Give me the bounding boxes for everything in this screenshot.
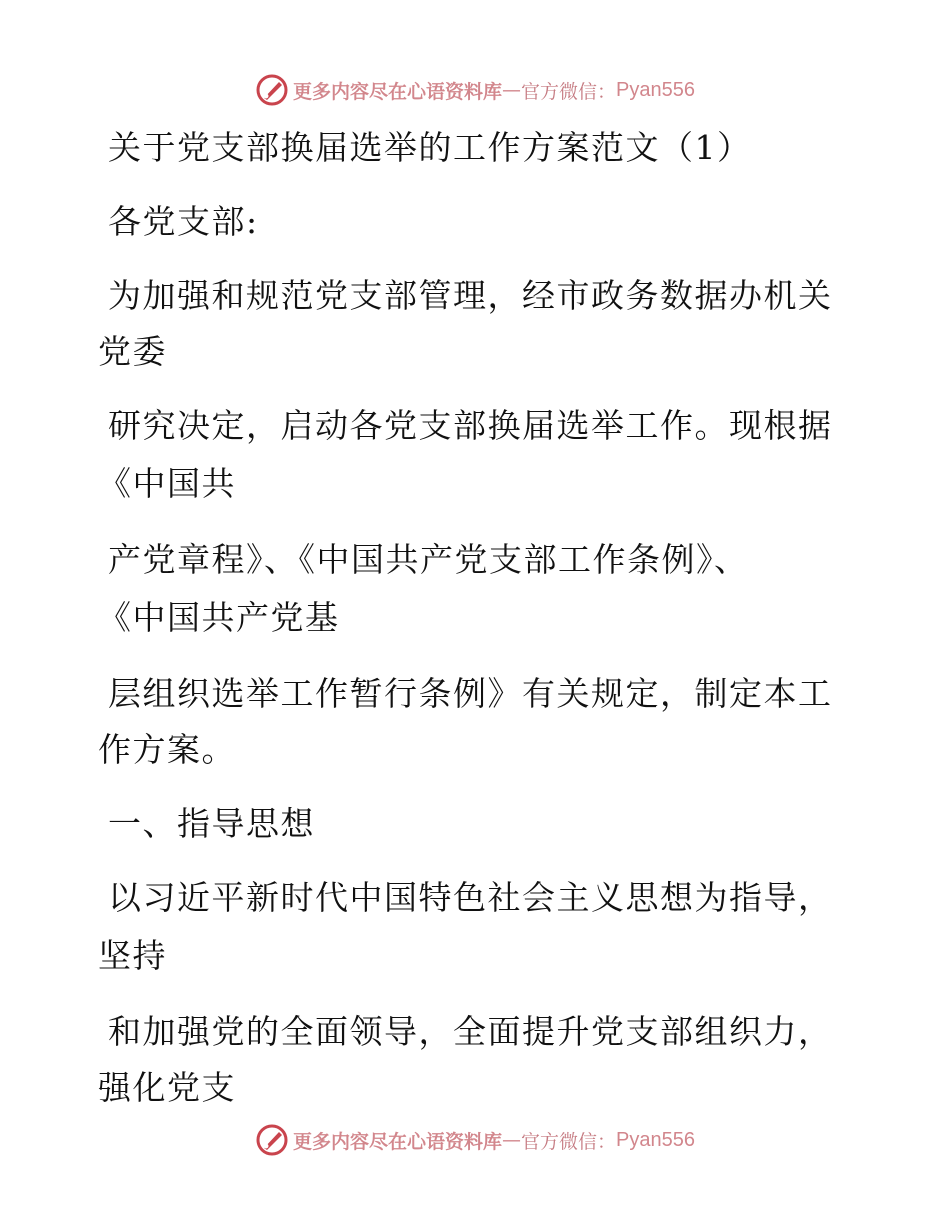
text-line: 研究决定，启动各党支部换届选举工作。现根据 — [108, 406, 833, 445]
watermark-wechat-label: 官方微信： — [521, 80, 617, 103]
footer-watermark — [0, 1120, 950, 1160]
watermark-dash: — — [502, 79, 522, 101]
text-line: 和加强党的全面领导，全面提升党支部组织力， — [108, 1012, 833, 1051]
text-line: 以习近平新时代中国特色社会主义思想为指导， — [108, 878, 833, 917]
watermark-dash: — — [502, 1129, 522, 1151]
pen-logo-icon — [255, 73, 289, 107]
text-line: 作方案。 — [98, 730, 236, 769]
salutation: 各党支部: — [108, 202, 259, 241]
text-line: 强化党支 — [98, 1068, 236, 1107]
pen-logo-icon — [255, 1123, 289, 1157]
section-heading: 一、指导思想 — [108, 804, 315, 843]
text-line: 为加强和规范党支部管理，经市政务数据办机关 — [108, 276, 833, 315]
document-title: 关于党支部换届选举的工作方案范文（1） — [108, 128, 752, 167]
watermark-text: 更多内容尽在心语资料库 — [293, 80, 503, 103]
text-line: 党委 — [98, 332, 167, 371]
text-line: 《中国共 — [98, 464, 236, 503]
text-line: 产党章程》、《中国共产党支部工作条例》、 — [108, 540, 749, 579]
watermark-text: 更多内容尽在心语资料库 — [293, 1130, 503, 1153]
watermark-wechat-id: Pyan556 — [616, 1128, 695, 1151]
text-line: 坚持 — [98, 936, 167, 975]
watermark-wechat-id: Pyan556 — [616, 78, 695, 101]
text-line: 《中国共产党基 — [98, 598, 340, 637]
watermark-wechat-label: 官方微信： — [521, 1130, 617, 1153]
text-line: 层组织选举工作暂行条例》有关规定，制定本工 — [108, 674, 833, 713]
header-watermark — [0, 70, 950, 110]
